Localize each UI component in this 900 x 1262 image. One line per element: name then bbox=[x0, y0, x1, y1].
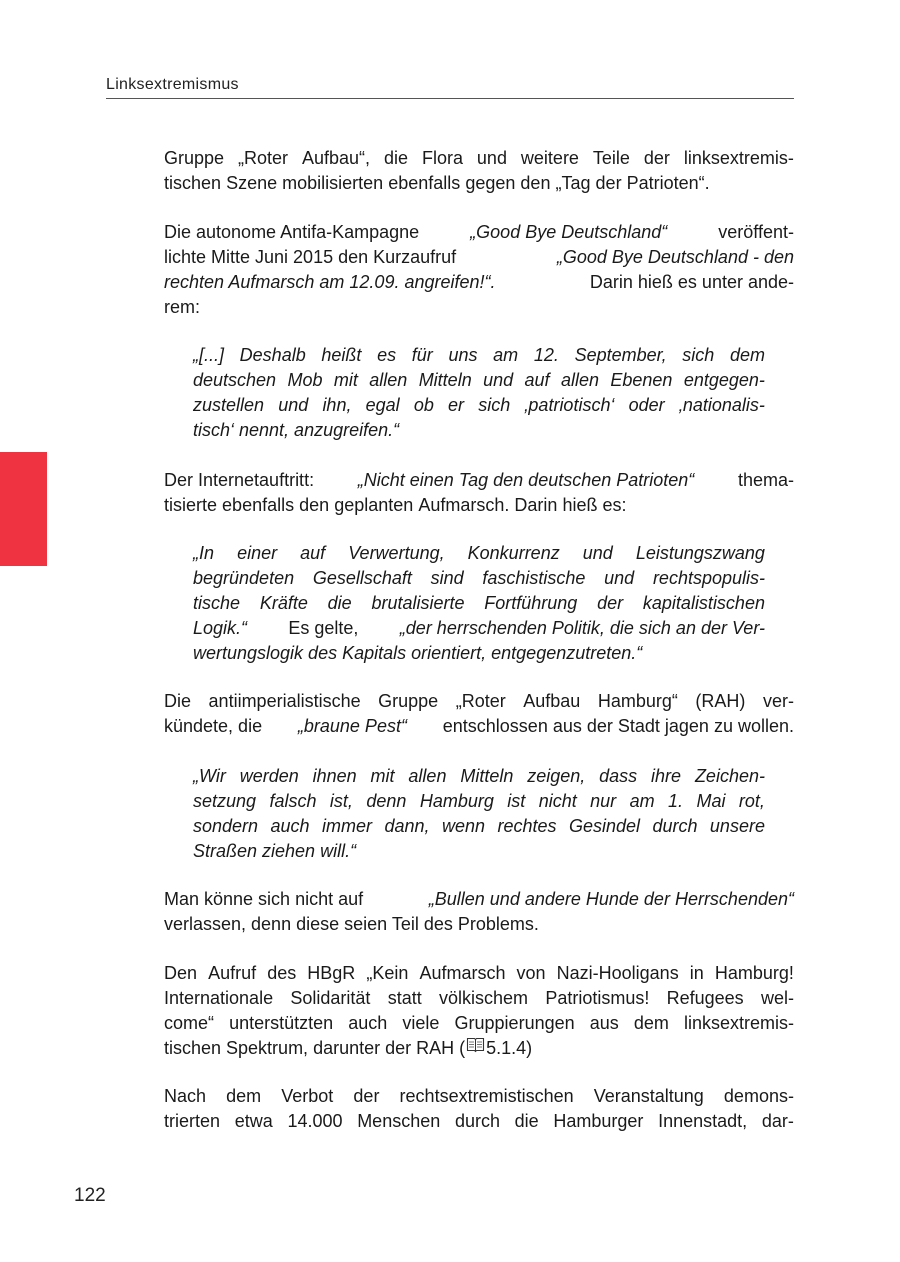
word: die bbox=[327, 593, 352, 613]
justified-line bbox=[164, 171, 794, 196]
word: völkischem bbox=[439, 988, 529, 1008]
justified-line bbox=[164, 986, 794, 1011]
word: ‚patriotisch‘ bbox=[524, 395, 615, 415]
word: „[...] bbox=[193, 345, 224, 365]
text-line bbox=[164, 295, 794, 320]
word: linksextremis- bbox=[683, 1013, 794, 1033]
word: tische bbox=[193, 593, 241, 613]
text-span: verlassen, denn diese seien Teil des Problems. bbox=[164, 914, 539, 934]
word: die bbox=[383, 148, 408, 168]
word: einer bbox=[237, 543, 278, 563]
text-line bbox=[193, 418, 765, 443]
paragraph-5 bbox=[164, 887, 794, 937]
word: Gruppe bbox=[164, 148, 225, 168]
word: „Kein bbox=[366, 963, 409, 983]
text-span: rem: bbox=[164, 297, 200, 317]
word: antiimperialistische bbox=[208, 691, 361, 711]
word: (RAH) bbox=[695, 691, 746, 711]
word: HBgR bbox=[307, 963, 356, 983]
text-span: wertungslogik des Kapitals orientiert, entgegenzutreten.“ bbox=[193, 643, 643, 663]
word: rot, bbox=[738, 791, 765, 811]
text-line bbox=[164, 887, 794, 912]
word: entgegen- bbox=[683, 370, 765, 390]
word: am bbox=[493, 345, 519, 365]
paragraph-1 bbox=[164, 146, 794, 196]
word: Aufmarsch bbox=[419, 963, 506, 983]
justified-line bbox=[193, 566, 765, 591]
text-span: thema- bbox=[737, 470, 794, 490]
justified-line bbox=[164, 961, 794, 986]
word: zustellen bbox=[193, 395, 265, 415]
text-line bbox=[164, 220, 794, 245]
word: hieß bbox=[562, 495, 598, 515]
block-quote-1 bbox=[193, 343, 765, 443]
word: ‚nationalis- bbox=[678, 395, 765, 415]
word: und bbox=[476, 148, 507, 168]
word: 12. bbox=[533, 345, 559, 365]
word: tischen bbox=[164, 173, 222, 193]
word: dem bbox=[729, 345, 765, 365]
word: dem bbox=[226, 1086, 262, 1106]
word: Internationale bbox=[164, 988, 274, 1008]
word: Hamburg! bbox=[714, 963, 794, 983]
text-span: tischen Spektrum, darunter der RAH ( bbox=[164, 1038, 466, 1058]
word: unsere bbox=[709, 816, 765, 836]
word: Darin bbox=[514, 495, 558, 515]
word: 1. bbox=[668, 791, 684, 811]
justified-line bbox=[193, 368, 765, 393]
paragraph-6 bbox=[164, 961, 794, 1061]
word: Patrioten“. bbox=[626, 173, 710, 193]
text-line bbox=[193, 641, 765, 666]
text-span: Darin hieß es unter ande- bbox=[589, 272, 794, 292]
word: der bbox=[595, 173, 622, 193]
word: die bbox=[514, 1111, 539, 1131]
word: unterstützten bbox=[229, 1013, 334, 1033]
word: am bbox=[629, 791, 655, 811]
word: Aufbau bbox=[523, 691, 581, 711]
text-span: tisch‘ nennt, anzugreifen.“ bbox=[193, 420, 400, 440]
word: den bbox=[520, 173, 551, 193]
running-head: Linksextremismus bbox=[106, 76, 239, 93]
word: linksextremis- bbox=[683, 148, 794, 168]
word: mit bbox=[370, 766, 395, 786]
word: ihn, bbox=[322, 395, 352, 415]
word: allen bbox=[560, 370, 599, 390]
word: von bbox=[516, 963, 546, 983]
text-span: Der Internetauftritt: bbox=[164, 470, 315, 490]
word: und bbox=[483, 370, 514, 390]
word: ebenfalls bbox=[222, 495, 295, 515]
word: sich bbox=[682, 345, 715, 365]
word: Teile bbox=[592, 148, 630, 168]
word: und bbox=[278, 395, 309, 415]
word: den bbox=[299, 495, 330, 515]
word: nur bbox=[590, 791, 617, 811]
justified-line bbox=[164, 1011, 794, 1036]
word: Menschen bbox=[357, 1111, 441, 1131]
word: ist, bbox=[329, 791, 353, 811]
word: kapitalistischen bbox=[642, 593, 765, 613]
word: setzung bbox=[193, 791, 257, 811]
word: Leistungszwang bbox=[635, 543, 765, 563]
word: mit bbox=[333, 370, 358, 390]
justified-line bbox=[193, 541, 765, 566]
word: Mitteln bbox=[418, 370, 472, 390]
word: Mitteln bbox=[460, 766, 514, 786]
word: rechtes bbox=[497, 816, 557, 836]
justified-line bbox=[164, 493, 794, 518]
text-line bbox=[193, 839, 765, 864]
word: Deshalb bbox=[239, 345, 306, 365]
word: Zeichen- bbox=[694, 766, 765, 786]
cross-reference[interactable]: 5.1.4) bbox=[486, 1038, 533, 1058]
word: dar- bbox=[761, 1111, 794, 1131]
header-rule bbox=[106, 98, 794, 99]
word: durch bbox=[454, 1111, 500, 1131]
word: Hamburg bbox=[419, 791, 494, 811]
word: brutalisierte bbox=[371, 593, 465, 613]
word: Aufmarsch. bbox=[418, 495, 510, 515]
word: durch bbox=[652, 816, 698, 836]
word: statt bbox=[387, 988, 422, 1008]
word: wel- bbox=[760, 988, 794, 1008]
word: zeigen, bbox=[527, 766, 586, 786]
word: aus bbox=[589, 1013, 619, 1033]
word: etwa bbox=[234, 1111, 273, 1131]
word: der bbox=[643, 148, 670, 168]
word: denn bbox=[366, 791, 407, 811]
quoted-call: rechten Aufmarsch am 12.09. angreifen!“. bbox=[164, 272, 496, 292]
word: Veranstaltung bbox=[593, 1086, 704, 1106]
word: Verbot bbox=[281, 1086, 334, 1106]
text-line bbox=[164, 714, 794, 739]
word: Verwertung, bbox=[348, 543, 445, 563]
word: Konkurrenz bbox=[467, 543, 560, 563]
word: ihnen bbox=[312, 766, 357, 786]
text-span: Straßen ziehen will.“ bbox=[193, 841, 357, 861]
word: „Roter bbox=[455, 691, 506, 711]
word: „Tag bbox=[555, 173, 591, 193]
text-line bbox=[164, 245, 794, 270]
word: „In bbox=[193, 543, 215, 563]
justified-line bbox=[193, 393, 765, 418]
word: Mob bbox=[287, 370, 323, 390]
word: und bbox=[604, 568, 635, 588]
word: ebenfalls bbox=[388, 173, 461, 193]
word: September, bbox=[574, 345, 667, 365]
word: heißt bbox=[321, 345, 362, 365]
text-line bbox=[164, 912, 794, 937]
word: Gesindel bbox=[568, 816, 640, 836]
justified-line bbox=[164, 1109, 794, 1134]
word: Szene bbox=[226, 173, 278, 193]
word: Aufruf bbox=[208, 963, 257, 983]
book-icon bbox=[466, 1036, 485, 1053]
word: allen bbox=[369, 370, 408, 390]
word: oder bbox=[628, 395, 665, 415]
text-span: „der herrschenden Politik, die sich an der Ver- bbox=[399, 618, 765, 638]
word: sondern bbox=[193, 816, 259, 836]
word: auch bbox=[270, 816, 310, 836]
word: Gruppe bbox=[378, 691, 439, 711]
text-line bbox=[164, 1036, 794, 1061]
justified-line bbox=[193, 764, 765, 789]
campaign-title: „Good Bye Deutschland“ bbox=[470, 222, 668, 242]
text-span: kündete, die bbox=[164, 716, 263, 736]
word: Ebenen bbox=[610, 370, 673, 390]
word: es: bbox=[602, 495, 627, 515]
word: nicht bbox=[538, 791, 577, 811]
word: Solidarität bbox=[290, 988, 371, 1008]
quoted-call: „Good Bye Deutschland - den bbox=[556, 247, 794, 267]
text-line bbox=[164, 468, 794, 493]
block-quote-2 bbox=[193, 541, 765, 666]
word: dem bbox=[633, 1013, 669, 1033]
word: Mai bbox=[696, 791, 726, 811]
word: come“ bbox=[164, 1013, 215, 1033]
paragraph-4 bbox=[164, 689, 794, 739]
justified-line bbox=[193, 591, 765, 616]
text-span: Es gelte, bbox=[288, 618, 359, 638]
word: ob bbox=[413, 395, 434, 415]
word: er bbox=[448, 395, 465, 415]
word: falsch bbox=[269, 791, 317, 811]
word: werden bbox=[239, 766, 299, 786]
word: ist bbox=[507, 791, 526, 811]
word: Flora bbox=[421, 148, 463, 168]
word: trierten bbox=[164, 1111, 221, 1131]
justified-line bbox=[193, 814, 765, 839]
word: gegen bbox=[465, 173, 516, 193]
justified-line bbox=[164, 146, 794, 171]
word: Aufbau“, bbox=[301, 148, 371, 168]
word: 14.000 bbox=[287, 1111, 343, 1131]
text-span: Die autonome Antifa-Kampagne bbox=[164, 222, 420, 242]
word: demons- bbox=[723, 1086, 794, 1106]
word: dann, bbox=[384, 816, 430, 836]
word: auch bbox=[348, 1013, 388, 1033]
word: mobilisierten bbox=[282, 173, 384, 193]
word: und bbox=[582, 543, 613, 563]
word: allen bbox=[408, 766, 447, 786]
quoted-phrase: „Bullen und andere Hunde der Herrschenden“ bbox=[428, 889, 794, 909]
text-span: Logik.“ bbox=[193, 618, 248, 638]
text-line bbox=[193, 616, 765, 641]
chapter-side-tab bbox=[0, 452, 47, 566]
word: Hamburg“ bbox=[597, 691, 678, 711]
word: ihre bbox=[651, 766, 682, 786]
word: auf bbox=[524, 370, 550, 390]
word: ver- bbox=[762, 691, 794, 711]
word: sich bbox=[478, 395, 511, 415]
word: viele bbox=[402, 1013, 440, 1033]
word: Refugees bbox=[666, 988, 744, 1008]
word: egal bbox=[365, 395, 400, 415]
text-span: lichte Mitte Juni 2015 den Kurzaufruf bbox=[164, 247, 457, 267]
paragraph-3 bbox=[164, 468, 794, 518]
word: deutschen bbox=[193, 370, 277, 390]
word: weitere bbox=[520, 148, 579, 168]
quoted-phrase: „braune Pest“ bbox=[297, 716, 407, 736]
text-span: entschlossen aus der Stadt jagen zu wollen. bbox=[442, 716, 794, 736]
block-quote-3 bbox=[193, 764, 765, 864]
word: immer bbox=[322, 816, 373, 836]
word: Die bbox=[164, 691, 192, 711]
word: Gesellschaft bbox=[312, 568, 412, 588]
word: Nazi-Hooligans bbox=[556, 963, 679, 983]
text-span: veröffent- bbox=[718, 222, 794, 242]
word: des bbox=[267, 963, 297, 983]
word: begründeten bbox=[193, 568, 295, 588]
page-number: 122 bbox=[74, 1185, 106, 1206]
paragraph-7 bbox=[164, 1084, 794, 1134]
word: rechtspopulis- bbox=[652, 568, 765, 588]
word: Den bbox=[164, 963, 198, 983]
word: „Roter bbox=[238, 148, 289, 168]
word: der bbox=[353, 1086, 380, 1106]
word: Patriotismus! bbox=[545, 988, 650, 1008]
justified-line bbox=[164, 689, 794, 714]
word: in bbox=[689, 963, 704, 983]
word: Hamburger bbox=[553, 1111, 644, 1131]
word: tisierte bbox=[164, 495, 218, 515]
word: rechtsextremistischen bbox=[399, 1086, 574, 1106]
word: Fortführung bbox=[484, 593, 578, 613]
word: dass bbox=[599, 766, 638, 786]
word: Nach bbox=[164, 1086, 207, 1106]
word: uns bbox=[448, 345, 478, 365]
word: „Wir bbox=[193, 766, 226, 786]
word: Kräfte bbox=[259, 593, 308, 613]
word: sind bbox=[430, 568, 464, 588]
paragraph-2 bbox=[164, 220, 794, 320]
justified-line bbox=[164, 1084, 794, 1109]
justified-line bbox=[193, 789, 765, 814]
justified-line bbox=[193, 343, 765, 368]
word: Innenstadt, bbox=[658, 1111, 748, 1131]
text-line bbox=[164, 270, 794, 295]
word: auf bbox=[300, 543, 326, 563]
website-title: „Nicht einen Tag den deutschen Patrioten“ bbox=[357, 470, 695, 490]
word: faschistische bbox=[482, 568, 586, 588]
word: für bbox=[411, 345, 433, 365]
word: es bbox=[377, 345, 397, 365]
word: geplanten bbox=[334, 495, 414, 515]
word: Gruppierungen bbox=[454, 1013, 575, 1033]
word: der bbox=[597, 593, 624, 613]
word: wenn bbox=[441, 816, 485, 836]
text-span: Man könne sich nicht auf bbox=[164, 889, 364, 909]
